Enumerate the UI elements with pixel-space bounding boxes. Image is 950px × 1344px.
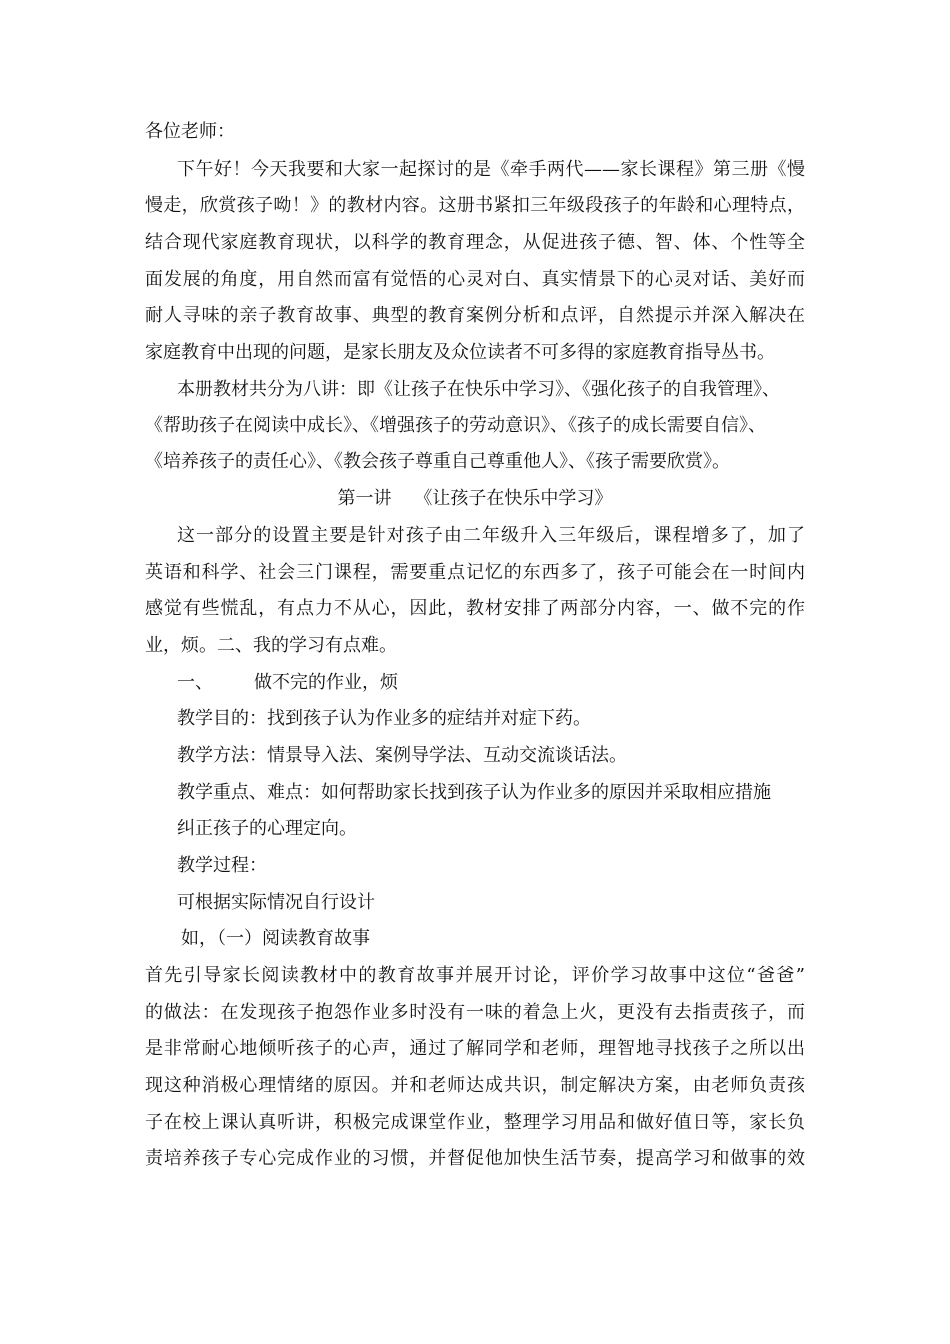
contents-line: 本册教材共分为八讲：即《让孩子在快乐中学习》、《强化孩子的自我管理》、 — [177, 379, 780, 400]
intro-line: 家庭教育中出现的问题，是家长朋友及众位读者不可多得的家庭教育指导丛书。 — [145, 342, 775, 363]
story-line: 的做法：在发现孩子抱怨作业多时没有一味的着急上火，更没有去指责孩子，而 — [145, 1002, 805, 1023]
lecture-intro-line: 英语和科学、社会三门课程，需要重点记忆的东西多了，孩子可能会在一时间内 — [145, 562, 805, 583]
story-line: 是非常耐心地倾听孩子的心声，通过了解同学和老师，理智地寻找孩子之所以出 — [145, 1038, 805, 1059]
salutation: 各位老师： — [145, 121, 235, 142]
teaching-methods: 教学方法：情景导入法、案例导学法、互动交流谈话法。 — [177, 745, 627, 766]
contents-line: 《帮助孩子在阅读中成长》、《增强孩子的劳动意识》、《孩子的成长需要自信》、 — [145, 415, 766, 436]
teaching-goal: 教学目的：找到孩子认为作业多的症结并对症下药。 — [177, 708, 591, 729]
story-line: 首先引导家长阅读教材中的教育故事并展开讨论，评价学习故事中这位“爸爸” — [145, 965, 805, 986]
intro-line: 下午好！今天我要和大家一起探讨的是《牵手两代——家长课程》第三册《慢 — [177, 159, 805, 180]
lecture-intro-line: 这一部分的设置主要是针对孩子由二年级升入三年级后，课程增多了，加了 — [177, 525, 805, 546]
process-label: 教学过程： — [177, 855, 267, 876]
lecture-intro-line: 业，烦。二、我的学习有点难。 — [145, 635, 397, 656]
example-heading: 如，（一）阅读教育故事 — [181, 928, 370, 949]
intro-line: 耐人寻味的亲子教育故事、典型的教育案例分析和点评，自然提示并深入解决在 — [145, 305, 805, 326]
key-points-line: 教学重点、难点：如何帮助家长找到孩子认为作业多的原因并采取相应措施 — [177, 782, 771, 803]
story-line: 子在校上课认真听讲，积极完成课堂作业，整理学习用品和做好值日等，家长负 — [145, 1112, 805, 1133]
contents-line: 《培养孩子的责任心》、《教会孩子尊重自己尊重他人》、《孩子需要欣赏》。 — [145, 451, 730, 472]
intro-line: 结合现代家庭教育现状，以科学的教育理念，从促进孩子德、智、体、个性等全 — [145, 232, 805, 253]
process-note: 可根据实际情况自行设计 — [177, 892, 375, 913]
story-line: 现这种消极心理情绪的原因。并和老师达成共识，制定解决方案，由老师负责孩 — [145, 1075, 805, 1096]
lecture-intro-line: 感觉有些慌乱，有点力不从心，因此，教材安排了两部分内容，一、做不完的作 — [145, 598, 805, 619]
lecture-title: 第一讲 《让孩子在快乐中学习》 — [337, 488, 613, 509]
key-points-line: 纠正孩子的心理定向。 — [177, 818, 357, 839]
intro-line: 慢走，欣赏孩子呦！》的教材内容。这册书紧扣三年级段孩子的年龄和心理特点， — [145, 195, 805, 216]
section-title: 做不完的作业，烦 — [254, 672, 398, 693]
intro-line: 面发展的角度，用自然而富有觉悟的心灵对白、真实情景下的心灵对话、美好而 — [145, 269, 805, 290]
story-line: 责培养孩子专心完成作业的习惯，并督促他加快生活节奏，提高学习和做事的效 — [145, 1148, 805, 1169]
section-number: 一、 — [177, 672, 213, 693]
